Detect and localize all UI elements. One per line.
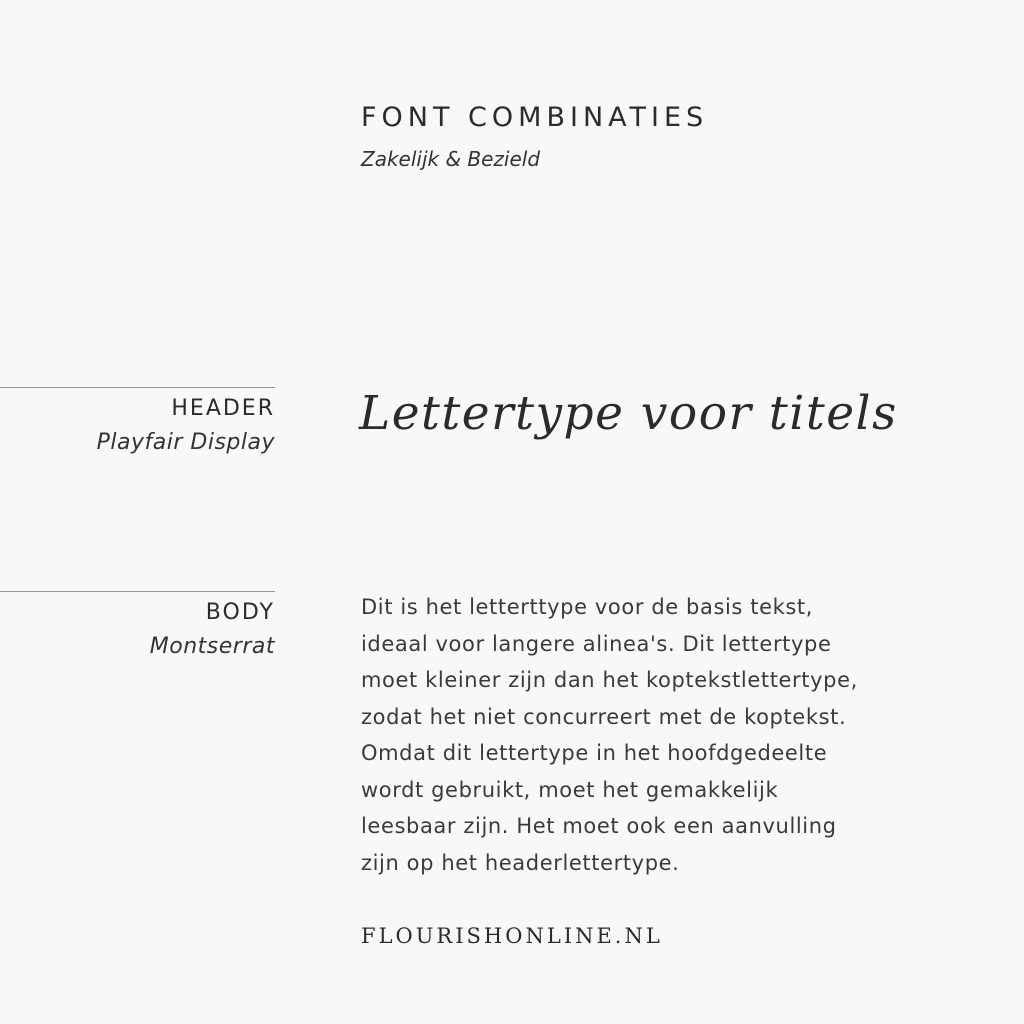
header-divider xyxy=(0,387,275,388)
header-font-sample: Lettertype voor titels xyxy=(359,386,898,441)
body-sample-line: moet kleiner zijn dan het koptekstlettertype, xyxy=(361,668,858,692)
body-divider xyxy=(0,591,275,592)
header-label: HEADER xyxy=(171,396,275,421)
body-label: BODY xyxy=(205,600,275,625)
body-sample-line: Dit is het letterttype voor de basis tekst, xyxy=(361,595,814,619)
body-sample-line: wordt gebruikt, moet het gemakkelijk xyxy=(361,777,779,802)
body-sample-line: leesbaar zijn. Het moet ook een aanvulling xyxy=(361,814,837,838)
body-sample-line: Omdat dit lettertype in het hoofdgedeelte xyxy=(361,741,828,765)
header-label-block xyxy=(97,394,275,462)
page-title: FONT COMBINATIES xyxy=(361,102,709,133)
body-font-sample xyxy=(361,589,961,881)
body-sample-line: zodat het niet concurreert met de koptekst. xyxy=(361,704,847,729)
body-font-name: Montserrat xyxy=(149,634,275,659)
body-label-block xyxy=(150,598,275,666)
page-subtitle: Zakelijk & Bezield xyxy=(361,147,541,171)
body-sample-line: zijn op het headerlettertype. xyxy=(361,850,680,875)
website-footer: FLOURISHONLINE.NL xyxy=(361,924,663,948)
body-sample-line: ideaal voor langere alinea's. Dit lettertype xyxy=(361,631,832,656)
header-font-name: Playfair Display xyxy=(96,430,275,455)
